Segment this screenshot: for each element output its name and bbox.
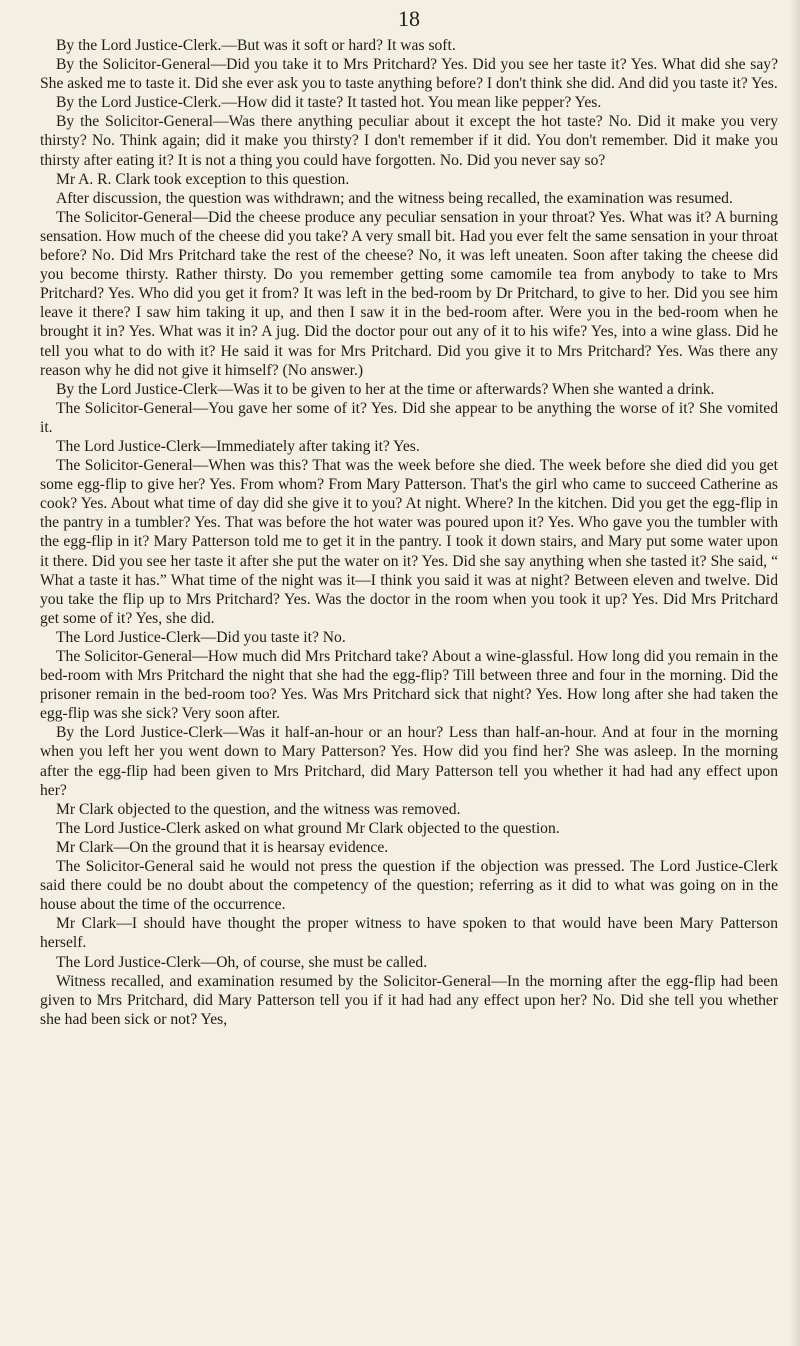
paragraph: The Solicitor-General—You gave her some of it? Yes. Did she appear to be anything the worse of it? She vomited it. — [40, 399, 778, 436]
paragraph: By the Lord Justice-Clerk—Was it half-an-hour or an hour? Less than half-an-hour. And at four in the morning when you left her you went down to Mary Patterson? Yes. How did you find her? She was asleep. In the morning after the egg-flip had been given to Mrs Pritchard, did Mary Patterson tell you whether it had had any effect upon her? — [40, 724, 778, 799]
paragraph: By the Lord Justice-Clerk.—But was it soft or hard? It was soft. — [56, 37, 456, 54]
page-number: 18 — [398, 6, 420, 31]
paragraph: The Solicitor-General—Did the cheese produce any peculiar sensation in your throat? Yes. What was it? A burning sensation. How much of the cheese did you take? A very small bit. Had you ever felt the same sensation in your throat before? No. Did Mrs Pritchard take the rest of the cheese? No, it was left uneaten. Soon after taking the cheese did you become thirsty. Rather thirsty. Do you remember getting some camomile tea from anybody to take to Mrs Pritchard? Yes. Who did you get it from? It was left in the bed-room by Dr Pritchard, to give to her. Did you see him leave it there? I saw him taking it up, and then I saw it in the bed-room after. Were you in the bed-room when he brought it in? Yes. What was it in? A jug. Did the doctor pour out any of it to his wife? Yes, into a wine glass. Did he tell you what to do with it? He said it was for Mrs Pritchard. Did you give it to Mrs Pritchard? Yes. Was there any reason why he did not give it himself? (No answer.) — [40, 208, 778, 379]
paragraph: By the Solicitor-General—Was there anything peculiar about it except the hot taste? No. Did it make you very thirsty? No. Think again; did it make you thirsty? I don't remember if it did. You don't remember. Did it make you thirsty after eating it? It is not a thing you could have forgotten. No. Did you never say so? — [40, 113, 778, 169]
paragraph: Mr Clark—On the ground that it is hearsay evidence. — [56, 838, 389, 856]
paragraph: Mr A. R. Clark took exception to this question. — [56, 170, 350, 188]
paragraph: By the Lord Justice-Clerk.—How did it taste? It tasted hot. You mean like pepper? Yes. — [56, 94, 602, 112]
body-text — [40, 36, 778, 1029]
paragraph: By the Lord Justice-Clerk—Was it to be given to her at the time or afterwards? When she wanted a drink. — [56, 380, 715, 398]
paragraph: Mr Clark—I should have thought the proper witness to have spoken to that would have been Mary Patterson herself. — [40, 915, 778, 952]
paragraph: The Solicitor-General said he would not press the question if the objection was pressed. The Lord Justice-Clerk said there could be no doubt about the competency of the question; referring as it did to what was going on in the house about the time of the occurrence. — [40, 858, 778, 914]
paragraph: The Lord Justice-Clerk—Immediately after taking it? Yes. — [56, 437, 420, 455]
paragraph: Witness recalled, and examination resumed by the Solicitor-General—In the morning after the egg-flip had been given to Mrs Pritchard, did Mary Patterson tell you if it had had any effect upon her? No. Did she tell you whether she had been sick or not? Yes, — [40, 972, 778, 1028]
paragraph: The Lord Justice-Clerk asked on what ground Mr Clark objected to the question. — [56, 819, 560, 837]
paragraph: The Solicitor-General—When was this? That was the week before she died. The week before she died did you get some egg-flip to give her? Yes. From whom? From Mary Patterson. That's the girl who came to succeed Catherine as cook? Yes. About what time of day did she give it to you? At night. Where? In the kitchen. Did you get the egg-flip in the pantry in a tumbler? Yes. That was before the hot water was poured upon it? Yes. Who gave you the tumbler with the egg-flip in it? Mary Patterson told me to get it in the pantry. I took it down stairs, and Mary put some water upon it there. Did you see her taste it after she put the water on it? Yes. Did she say anything when she tasted it? She said, “ What a taste it has.” What time of the night was it—I think you said it was at night? Between eleven and twelve. Did you take the flip up to Mrs Pritchard? Yes. Was the doctor in the room when you took it up? Yes. Did Mrs Pritchard get some of it? Yes, she did. — [40, 457, 778, 627]
paragraph: The Solicitor-General—How much did Mrs Pritchard take? About a wine-glassful. How long did you remain in the bed-room with Mrs Pritchard the night that she had the egg-flip? Till between three and four in the morning. Did the prisoner remain in the bed-room too? Yes. Was Mrs Pritchard sick that night? Yes. How long after she had taken the egg-flip was she sick? Very soon after. — [40, 648, 778, 723]
paragraph: By the Solicitor-General—Did you take it to Mrs Pritchard? Yes. Did you see her taste it? Yes. What did she say? She asked me to taste it. Did she ever ask you to taste anything before? I don't think she did. And did you taste it? Yes. — [40, 56, 778, 93]
paragraph: After discussion, the question was withdrawn; and the witness being recalled, the examination was resumed. — [56, 189, 733, 207]
paragraph: Mr Clark objected to the question, and the witness was removed. — [56, 800, 461, 818]
paragraph: The Lord Justice-Clerk—Oh, of course, she must be called. — [56, 953, 428, 971]
paragraph: The Lord Justice-Clerk—Did you taste it? No. — [56, 628, 346, 646]
